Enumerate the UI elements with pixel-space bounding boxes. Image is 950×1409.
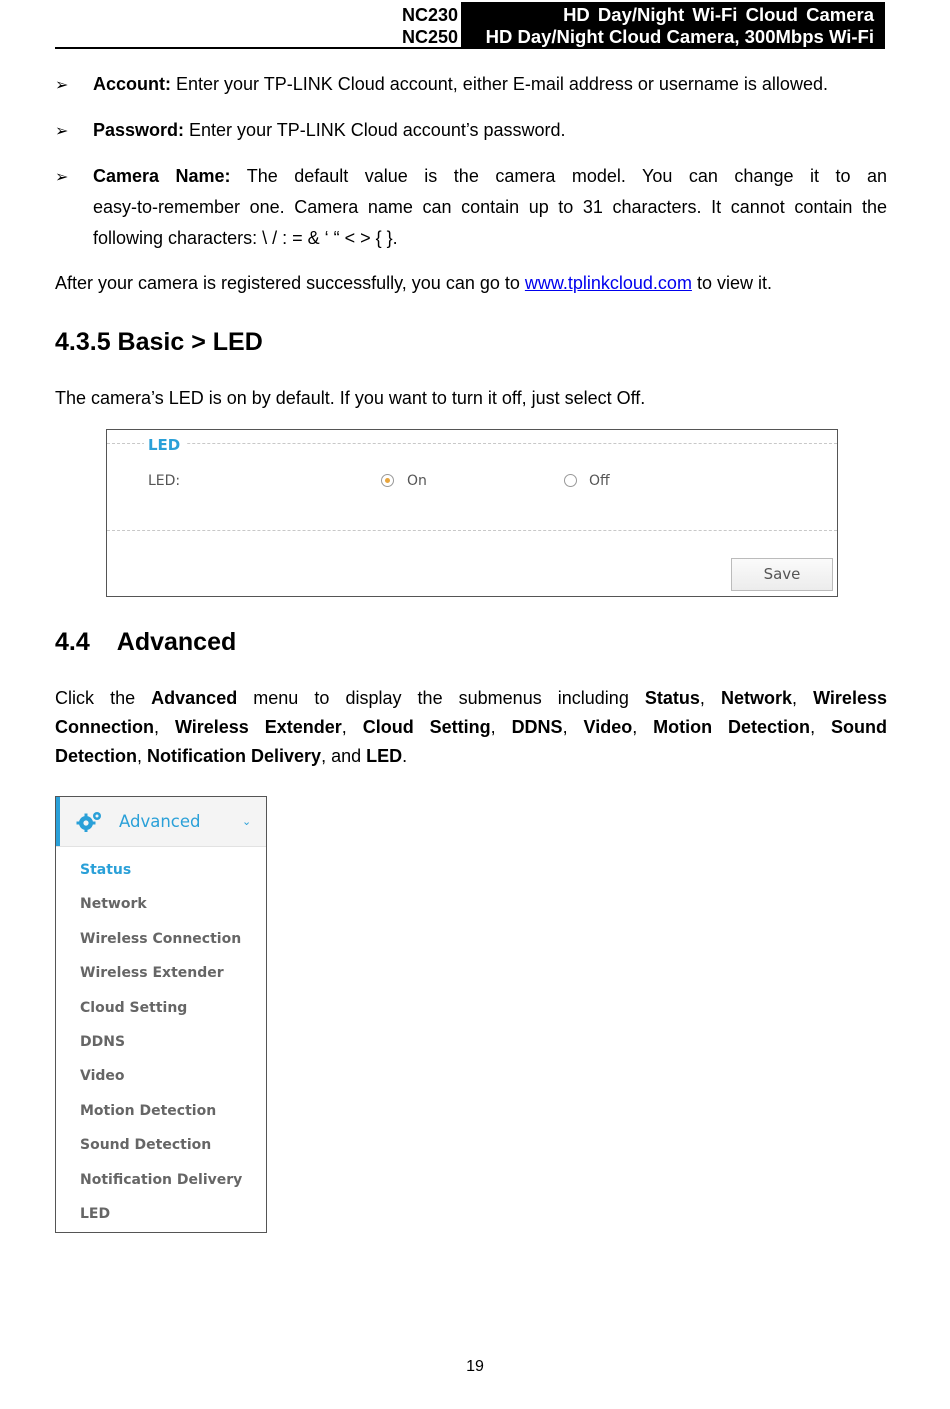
bold-term: Motion Detection bbox=[653, 717, 811, 737]
bold-term: LED bbox=[366, 746, 403, 766]
bold-term: Sound bbox=[831, 717, 887, 737]
model-nc250: NC250 bbox=[401, 27, 458, 47]
section-heading-basic-led: 4.3.5 Basic > LED bbox=[55, 328, 263, 356]
text: . bbox=[402, 746, 408, 766]
bullet-arrow-icon: ➢ bbox=[55, 169, 69, 186]
header-title-line1: HD Day/Night Wi-Fi Cloud Camera bbox=[563, 4, 874, 25]
bullet-text: Enter your TP-LINK Cloud account’s password. bbox=[184, 120, 566, 140]
advanced-paragraph-line1 bbox=[55, 684, 887, 713]
bold-term: Wireless Extender bbox=[174, 717, 342, 737]
bullet-camera-name-line3: following characters: \ / : = & ‘ “ < > { }. bbox=[93, 228, 398, 248]
led-off-label[interactable]: Off bbox=[589, 473, 610, 489]
menu-item-sound-detection[interactable]: Sound Detection bbox=[80, 1137, 212, 1153]
menu-item-ddns[interactable]: DDNS bbox=[80, 1034, 126, 1050]
bold-term: Detection bbox=[55, 746, 138, 766]
chevron-down-icon: ⌄ bbox=[242, 815, 252, 828]
advanced-paragraph-line2 bbox=[55, 713, 887, 742]
advanced-menu-header[interactable] bbox=[56, 797, 266, 847]
bullet-account bbox=[93, 69, 893, 100]
section-heading-advanced bbox=[55, 627, 236, 657]
text: , bbox=[562, 717, 584, 737]
header-title-box bbox=[461, 2, 885, 48]
after-registration-text bbox=[55, 268, 895, 299]
led-on-radio[interactable] bbox=[381, 474, 394, 487]
bullet-text: The default value is the camera model. You can change it to an bbox=[230, 166, 887, 186]
section-title: Advanced bbox=[116, 628, 237, 656]
menu-item-wireless-connection[interactable]: Wireless Connection bbox=[80, 931, 242, 947]
bullet-text: Enter your TP-LINK Cloud account, either E-mail address or username is allowed. bbox=[171, 74, 828, 94]
led-intro-text: The camera’s LED is on by default. If you want to turn it off, just select Off. bbox=[55, 388, 646, 408]
led-settings-panel bbox=[106, 429, 838, 597]
text: , bbox=[792, 688, 814, 708]
bullet-camera-name-line1 bbox=[93, 161, 887, 192]
text: , bbox=[632, 717, 654, 737]
bold-term: Cloud Setting bbox=[362, 717, 491, 737]
text: to view it. bbox=[691, 273, 772, 293]
text: , bbox=[154, 717, 175, 737]
bullet-camera-name-line2: easy-to-remember one. Camera name can contain up to 31 characters. It cannot contain the bbox=[93, 197, 887, 217]
page-number: 19 bbox=[466, 1358, 484, 1375]
led-field-label: LED: bbox=[148, 473, 181, 489]
bold-term: Network bbox=[721, 688, 793, 708]
bold-term: Notification Delivery bbox=[147, 746, 322, 766]
term: Account: bbox=[93, 74, 171, 94]
menu-item-status[interactable]: Status bbox=[80, 862, 132, 878]
divider bbox=[107, 443, 837, 444]
term: Password: bbox=[93, 120, 185, 140]
model-names bbox=[380, 4, 458, 48]
led-panel-title: LED bbox=[148, 436, 181, 454]
bold-term: Video bbox=[583, 717, 633, 737]
menu-item-notification-delivery[interactable]: Notification Delivery bbox=[80, 1172, 243, 1188]
text: , bbox=[699, 688, 721, 708]
bold-term: Wireless bbox=[813, 688, 887, 708]
led-off-radio[interactable] bbox=[564, 474, 577, 487]
bold-term: Status bbox=[644, 688, 700, 708]
menu-item-video[interactable]: Video bbox=[80, 1068, 125, 1084]
advanced-paragraph-line3 bbox=[55, 742, 887, 771]
text: , bbox=[810, 717, 831, 737]
section-number: 4.4 bbox=[55, 628, 90, 656]
tplinkcloud-link[interactable]: www.tplinkcloud.com bbox=[524, 273, 692, 293]
save-button[interactable]: Save bbox=[731, 558, 833, 591]
gears-icon bbox=[76, 810, 104, 832]
led-on-label[interactable]: On bbox=[407, 473, 427, 489]
text: After your camera is registered successfully, you can go to bbox=[55, 273, 525, 293]
menu-item-cloud-setting[interactable]: Cloud Setting bbox=[80, 1000, 188, 1016]
bold-term: Advanced bbox=[151, 688, 238, 708]
text: , bbox=[490, 717, 512, 737]
text: menu to display the submenus including bbox=[237, 688, 645, 708]
bullet-arrow-icon: ➢ bbox=[55, 77, 69, 94]
text: , and bbox=[321, 746, 367, 766]
menu-item-wireless-extender[interactable]: Wireless Extender bbox=[80, 965, 224, 981]
bold-term: DDNS bbox=[511, 717, 563, 737]
divider bbox=[107, 530, 837, 531]
bold-term: Connection bbox=[55, 717, 154, 737]
model-nc230: NC230 bbox=[401, 5, 458, 25]
menu-item-network[interactable]: Network bbox=[80, 896, 147, 912]
advanced-menu-title: Advanced bbox=[119, 812, 201, 831]
text: Click the bbox=[55, 688, 152, 708]
advanced-menu-panel bbox=[55, 796, 267, 1233]
active-indicator bbox=[56, 797, 60, 846]
term: Camera Name: bbox=[93, 166, 231, 186]
menu-item-motion-detection[interactable]: Motion Detection bbox=[80, 1103, 217, 1119]
bullet-arrow-icon: ➢ bbox=[55, 123, 69, 140]
header-title-line2: HD Day/Night Cloud Camera, 300Mbps Wi-Fi bbox=[485, 26, 874, 47]
menu-item-led[interactable]: LED bbox=[80, 1206, 111, 1222]
text: , bbox=[137, 746, 148, 766]
bullet-password bbox=[93, 115, 893, 146]
text: , bbox=[341, 717, 363, 737]
header-rule bbox=[55, 47, 885, 49]
